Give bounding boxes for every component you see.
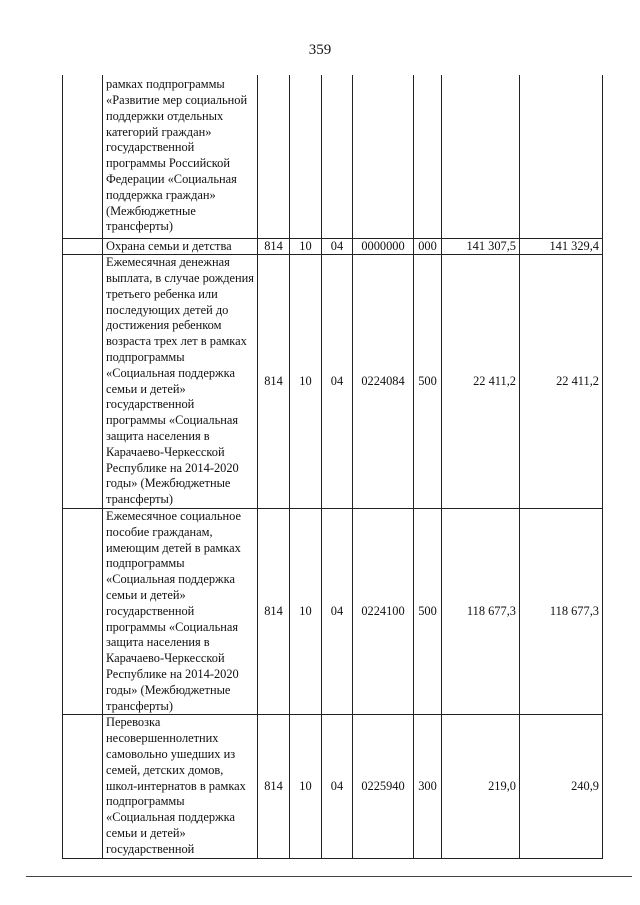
amount-2014-cell: 141 307,5 (442, 238, 520, 255)
page-number: 359 (308, 42, 332, 58)
budget-table (62, 75, 603, 859)
ministry-cell: 814 (258, 255, 290, 509)
target-code-cell: 0224100 (353, 509, 414, 715)
subsection-cell: 04 (322, 715, 353, 858)
item-name-cell: Ежемесячная денежная выплата, в случае рождения третьего ребенка или последующих детей до достижения ребенком возраста трех лет в рамках подпрограммы «Социальная поддержка семьи и детей» государственной программы «Социальная защита населения в Карачаево-Черкесской Республике на 2014-2020 годы» (Межбюджетные трансферты) (103, 255, 258, 509)
page-bottom-rule (26, 876, 632, 877)
expense-type-cell (414, 75, 442, 238)
index-cell (63, 255, 103, 509)
expense-type-cell: 300 (414, 715, 442, 858)
section-cell: 10 (290, 255, 322, 509)
ministry-cell: 814 (258, 715, 290, 858)
subsection-cell: 04 (322, 255, 353, 509)
subsection-cell: 04 (322, 238, 353, 255)
table-row (63, 715, 603, 858)
amount-2015-cell: 141 329,4 (520, 238, 603, 255)
index-cell (63, 75, 103, 238)
amount-2014-cell: 118 677,3 (442, 509, 520, 715)
ministry-cell: 814 (258, 509, 290, 715)
amount-2015-cell: 22 411,2 (520, 255, 603, 509)
item-name-cell: Охрана семьи и детства (103, 238, 258, 255)
index-cell (63, 238, 103, 255)
subsection-cell: 04 (322, 509, 353, 715)
expense-type-cell: 500 (414, 255, 442, 509)
table-row (63, 509, 603, 715)
expense-type-cell: 500 (414, 509, 442, 715)
expense-type-cell: 000 (414, 238, 442, 255)
section-cell: 10 (290, 509, 322, 715)
item-name-cell: рамках подпрограммы «Развитие мер социальной поддержки отдельных категорий граждан» государственной программы Российской Федерации «Социальная поддержка граждан» (Межбюджетные трансферты) (103, 75, 258, 238)
section-cell (290, 75, 322, 238)
amount-2015-cell: 118 677,3 (520, 509, 603, 715)
target-code-cell: 0000000 (353, 238, 414, 255)
target-code-cell: 0224084 (353, 255, 414, 509)
section-cell: 10 (290, 715, 322, 858)
amount-2015-cell: 240,9 (520, 715, 603, 858)
target-code-cell (353, 75, 414, 238)
item-name-cell: Ежемесячное социальное пособие гражданам, имеющим детей в рамках подпрограммы «Социальная поддержка семьи и детей» государственной программы «Социальная защита населения в Карачаево-Черкесской Республике на 2014-2020 годы» (Межбюджетные трансферты) (103, 509, 258, 715)
section-cell: 10 (290, 238, 322, 255)
table-row (63, 75, 603, 238)
table-row (63, 238, 603, 255)
ministry-cell: 814 (258, 238, 290, 255)
amount-2014-cell (442, 75, 520, 238)
ministry-cell (258, 75, 290, 238)
item-name-cell: Перевозка несовершеннолетних самовольно ушедших из семей, детских домов, школ-интернатов в рамках подпрограммы «Социальная поддержка семьи и детей» государственной (103, 715, 258, 858)
table-row (63, 255, 603, 509)
index-cell (63, 715, 103, 858)
amount-2014-cell: 22 411,2 (442, 255, 520, 509)
index-cell (63, 509, 103, 715)
amount-2014-cell: 219,0 (442, 715, 520, 858)
subsection-cell (322, 75, 353, 238)
target-code-cell: 0225940 (353, 715, 414, 858)
amount-2015-cell (520, 75, 603, 238)
